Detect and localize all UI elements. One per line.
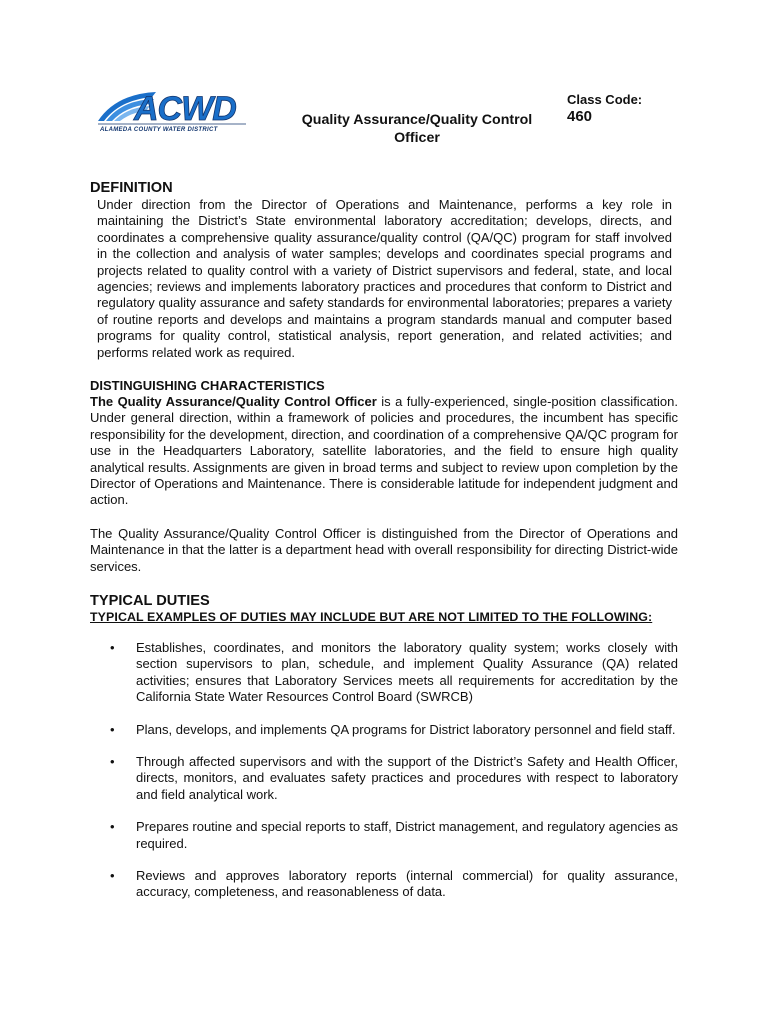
duty-text: Reviews and approves laboratory reports (internal commercial) for quality assurance, accuracy, completeness, and reasonableness of data. bbox=[136, 868, 678, 900]
duties-subheading: TYPICAL EXAMPLES OF DUTIES MAY INCLUDE BUT ARE NOT LIMITED TO THE FOLLOWING: bbox=[90, 610, 653, 624]
class-code-value: 460 bbox=[567, 108, 593, 125]
duty-item bbox=[110, 819, 678, 852]
distinguishing-text-2: The Quality Assurance/Quality Control Officer is distinguished from the Director of Operations and Maintenance in that the latter is a department head with overall responsibility for directing District-wide services. bbox=[90, 526, 678, 574]
bullet-icon: • bbox=[110, 754, 115, 770]
class-code-label: Class Code: bbox=[567, 92, 643, 107]
definition-heading: DEFINITION bbox=[90, 180, 173, 196]
duties-list bbox=[110, 640, 678, 917]
svg-text:ACWD: ACWD bbox=[134, 90, 236, 128]
duty-item bbox=[110, 868, 678, 901]
acwd-logo bbox=[96, 88, 248, 134]
duty-item bbox=[110, 640, 678, 706]
duty-text: Plans, develops, and implements QA programs for District laboratory personnel and field staff. bbox=[136, 721, 676, 737]
definition-text: Under direction from the Director of Operations and Maintenance, performs a key role in maintaining the District’s State environmental laboratory accreditation; develops, directs, and coordinates a comprehensive quality assurance/quality control (QA/QC) program for staff involved in the collection and analysis of water samples; develops and coordinates special programs and projects related to quality control with a variety of District supervisors and federal, state, and local agencies; reviews and implements laboratory practices and procedures that conform to District and regulatory quality assurance and safety standards for environmental laboratories; prepares a variety of routine reports and develops and maintains a program standards manual and computer based programs for quality control, statistical analysis, report generation, and related activities; and performs related work as required. bbox=[97, 197, 672, 360]
distinguishing-text-1 bbox=[90, 394, 678, 509]
duty-text: Through affected supervisors and with the support of the District’s Safety and Health Officer, directs, monitors, and evaluates safety practices and procedures with respect to laboratory and field analytical work. bbox=[136, 754, 678, 802]
bullet-icon: • bbox=[110, 868, 115, 884]
duty-item bbox=[110, 722, 678, 738]
distinguishing-lead: The Quality Assurance/Quality Control Officer bbox=[90, 394, 377, 409]
acwd-logo-graphic bbox=[96, 88, 248, 134]
duties-heading: TYPICAL DUTIES bbox=[90, 593, 210, 609]
bullet-icon: • bbox=[110, 640, 115, 655]
svg-text:ALAMEDA COUNTY WATER DISTRICT: ALAMEDA COUNTY WATER DISTRICT bbox=[100, 127, 218, 133]
bullet-icon: • bbox=[110, 721, 115, 737]
distinguishing-heading: DISTINGUISHING CHARACTERISTICS bbox=[90, 378, 325, 393]
bullet-icon: • bbox=[110, 819, 115, 835]
distinguishing-body: is a fully-experienced, single-position classification. Under general direction, within a framework of policies and procedures, the incumbent has specific responsibility for the development, direction, and coordination of a comprehensive QA/QC program for use in the Headquarters Laboratory, satellite laboratories, and the field to ensure high quality analytical results. Assignments are given in broad terms and subject to review upon completion by the Director of Operations and Maintenance. There is considerable latitude for independent judgment and action. bbox=[90, 394, 678, 508]
page-title: Quality Assurance/Quality Control Officer bbox=[301, 112, 533, 146]
duty-item bbox=[110, 754, 678, 803]
duty-text: Establishes, coordinates, and monitors the laboratory quality system; works closely with section supervisors to plan, schedule, and implement Quality Assurance (QA) related activities; ensures that Laboratory Services meets all requirements for accreditation by the California State Water Resources Control Board (SWRCB) bbox=[136, 640, 678, 705]
duty-text: Prepares routine and special reports to staff, District management, and regulatory agencies as required. bbox=[136, 819, 678, 851]
